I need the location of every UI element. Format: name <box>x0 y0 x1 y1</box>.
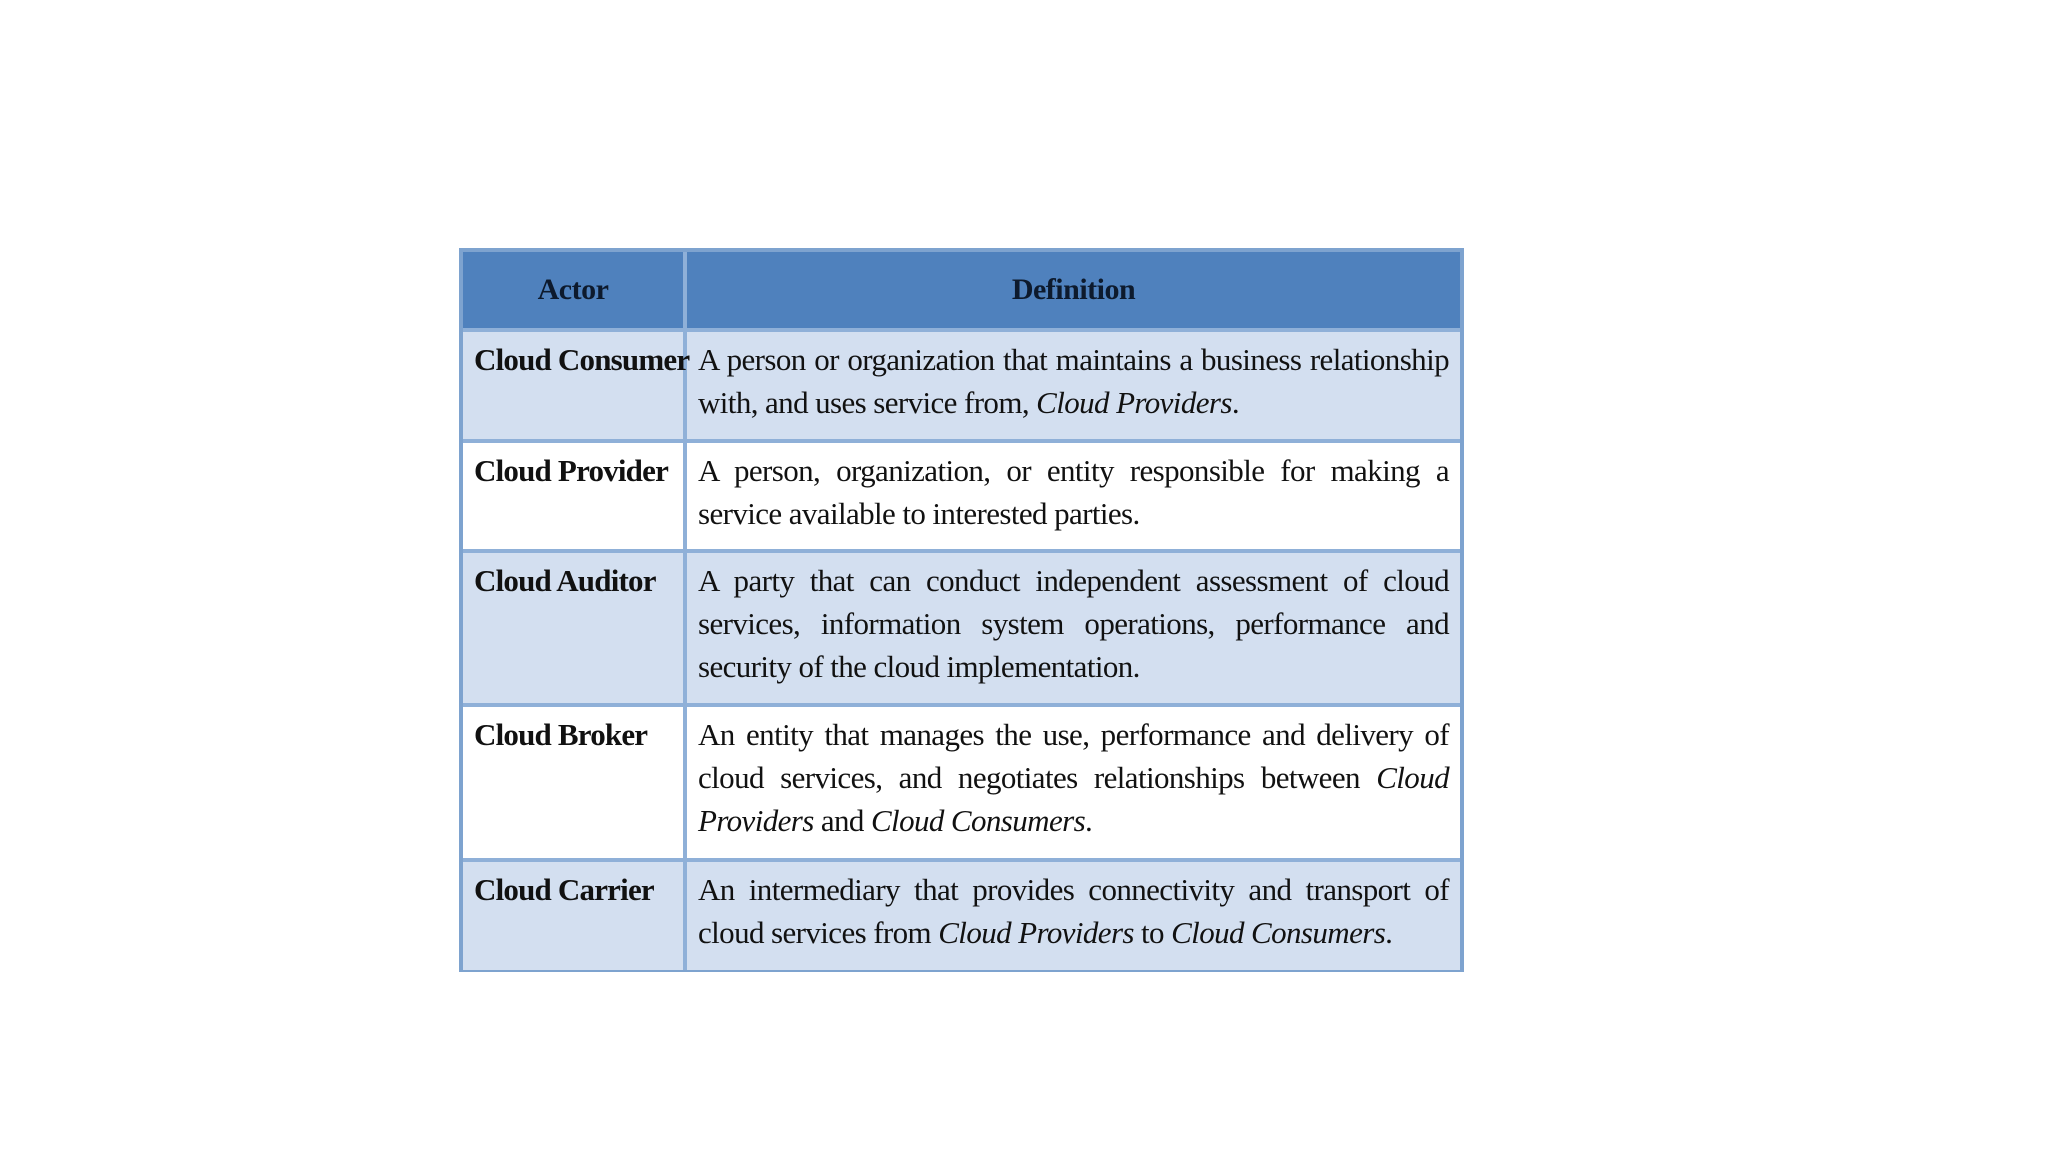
header-definition: Definition <box>685 252 1460 330</box>
definition-cell <box>685 551 1460 705</box>
definition-cell <box>685 860 1460 970</box>
definition-text: An entity that manages the use, performance and delivery of cloud services, and negotiates relationships between <box>698 717 1449 795</box>
table-header-row <box>463 252 1460 330</box>
definition-text: . <box>1385 915 1393 950</box>
definition-cell <box>685 705 1460 860</box>
table-row-cloud-consumer <box>463 330 1460 441</box>
definition-cell <box>685 330 1460 441</box>
actor-cell: Cloud Auditor <box>463 551 685 705</box>
definition-italic-term: Cloud Consumers <box>870 803 1086 838</box>
definition-text: A person, organization, or entity responsible for making a service available to interested parties. <box>698 453 1449 531</box>
actor-cell: Cloud Consumer <box>463 330 685 441</box>
table-row-cloud-provider <box>463 441 1460 551</box>
definition-italic-term: Cloud Providers <box>938 915 1134 950</box>
table-row-cloud-carrier <box>463 860 1460 970</box>
definition-text: A party that can conduct independent assessment of cloud services, information system operations, performance and security of the cloud implementation. <box>698 563 1449 684</box>
definition-cell <box>685 441 1460 551</box>
definition-text: . <box>1231 385 1239 420</box>
table-row-cloud-broker <box>463 705 1460 860</box>
definition-text: An intermediary that provides connectivity and transport of cloud services from <box>698 872 1449 950</box>
table-row-cloud-auditor <box>463 551 1460 705</box>
actor-cell: Cloud Provider <box>463 441 685 551</box>
definition-text: and <box>813 803 871 838</box>
definition-italic-term: Cloud Providers <box>698 760 1449 838</box>
actor-cell: Cloud Broker <box>463 705 685 860</box>
definition-text: . <box>1085 803 1093 838</box>
definition-italic-term: Cloud Consumers <box>1171 915 1386 950</box>
header-actor: Actor <box>463 252 685 330</box>
actor-definition-table-container <box>459 248 1464 972</box>
definition-italic-term: Cloud Providers <box>1036 385 1232 420</box>
definition-text: A person or organization that maintains a business relationship with, and uses service from, <box>698 342 1449 420</box>
actor-definition-table <box>463 252 1460 970</box>
definition-text: to <box>1133 915 1172 950</box>
actor-cell: Cloud Carrier <box>463 860 685 970</box>
